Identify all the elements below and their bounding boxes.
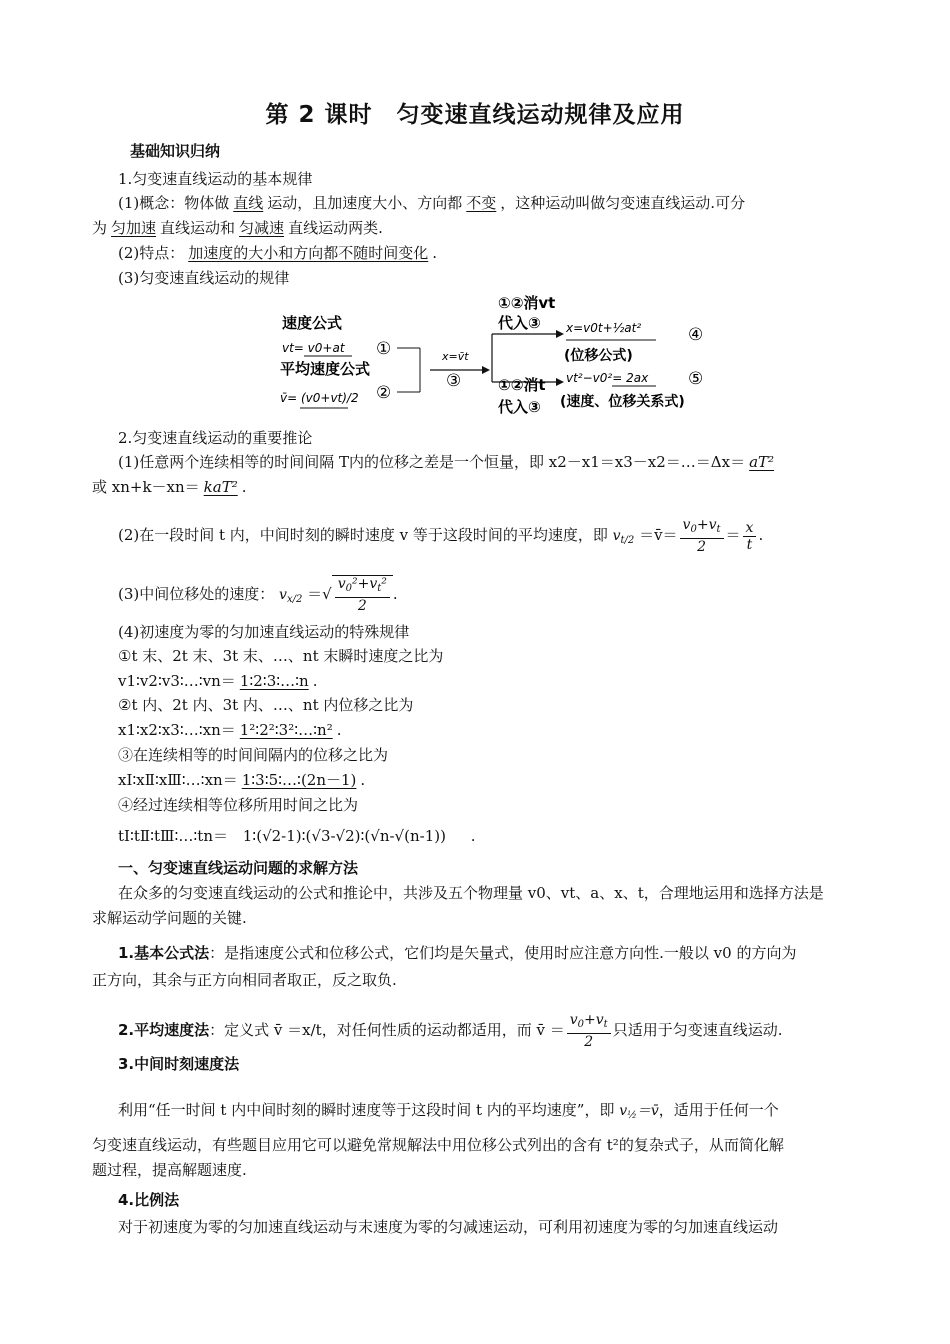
- text: .: [432, 244, 438, 262]
- circle-2: ②: [376, 383, 392, 403]
- sqrt-expression: $\frac{v_0^2+v_t^2}{2}$: [332, 575, 393, 614]
- s2-r4a: ④经过连续相等位移所用时间之比为: [118, 796, 359, 814]
- text: (1)概念：物体做: [118, 194, 230, 212]
- text: v1∶v2∶v3∶…∶vn＝: [118, 672, 236, 690]
- diagram-top-label-2: 代入③: [498, 314, 541, 332]
- s3-heading: 一、匀变速直线运动问题的求解方法: [118, 859, 359, 877]
- text: xⅠ∶xⅡ∶xⅢ∶…∶xn＝: [118, 771, 238, 789]
- circle-4: ④: [688, 325, 704, 345]
- blank-answer: 不变: [466, 194, 497, 212]
- ratio-expression: 1∶(√2-1)∶(√3-√2)∶(√n-√(n-1)): [242, 827, 446, 845]
- s3-intro-2: 求解运动学问题的关键.: [92, 909, 247, 927]
- blank-answer: 匀减速: [239, 219, 285, 237]
- text: ，这种运动叫做匀变速直线运动.可分: [500, 194, 746, 212]
- s1-feature-line: [118, 243, 437, 263]
- text: ：定义式 v̄ ＝x/t，对任何性质的运动都适用，而 v̄ ＝: [209, 1021, 565, 1039]
- s2-r3a: ③在连续相等的时间间隔内的位移之比为: [118, 746, 389, 764]
- text: 直线运动和: [160, 219, 236, 237]
- circle-1: ①: [376, 339, 392, 359]
- method1-title: 1.基本公式法: [118, 944, 210, 962]
- method4-title: [118, 1190, 179, 1210]
- s2-r1b: v1∶v2∶v3∶…∶vn＝ 1∶2∶3∶…∶n .: [118, 672, 318, 690]
- text: 利用“任一时间 t 内中间时刻的瞬时速度等于这段时间 t 内的平均速度”，即: [118, 1101, 615, 1119]
- diagram-bot-label-1: ①②消t: [498, 376, 546, 394]
- diagram-disp-name: (位移公式): [564, 348, 633, 364]
- diagram-rel-eq: vt²−v0²= 2ax: [566, 371, 649, 385]
- diagram-disp-eq: x=v0t+½at²: [566, 321, 642, 335]
- v-half-symbol: $v_{\frac{1}{2}}=v̄$: [619, 1103, 659, 1121]
- s2-p1: [118, 452, 778, 472]
- s3-method4-line1: 对于初速度为零的匀加速直线运动与末速度为零的匀减速运动，可利用初速度为零的匀加速直线运动: [118, 1218, 779, 1236]
- method4-title-text: 4.比例法: [118, 1191, 180, 1209]
- arrow-head: [556, 330, 564, 338]
- fraction-v0-vt: $\frac{v_0+v_t}{2}$: [567, 1012, 611, 1050]
- diagram-speed-formula: 速度公式: [282, 314, 343, 332]
- s2-r3b: xⅠ∶xⅡ∶xⅢ∶…∶xn＝ 1∶3∶5∶…∶(2n－1) .: [118, 771, 366, 789]
- text: ，适用于任何一个: [658, 1101, 779, 1119]
- text: (2)在一段时间 t 内，中间时刻的瞬时速度 v 等于这段时间的平均速度，即: [118, 526, 608, 544]
- equals-sign: ＝v̄＝: [639, 526, 678, 544]
- text: 只适用于匀变速直线运动.: [612, 1021, 783, 1039]
- section-basic-heading: 基础知识归纳: [130, 142, 221, 160]
- s2-r2b: x1∶x2∶x3∶…∶xn＝ 1²∶2²∶3²∶…∶n² .: [118, 721, 342, 739]
- arrow-head: [556, 378, 564, 386]
- s1-heading: 1.匀变速直线运动的基本规律: [118, 170, 313, 188]
- diagram-vt-eq: vt= v0+at: [282, 341, 345, 355]
- text: (1)任意两个连续相等的时间间隔 T内的位移之差是一个恒量，即 x2－x1＝x3－x2＝…＝Δx＝: [118, 453, 746, 471]
- method3-title-text: 3.中间时刻速度法: [118, 1055, 240, 1073]
- diagram-top-label-1: ①②消vt: [498, 294, 556, 312]
- text: x1∶x2∶x3∶…∶xn＝: [118, 721, 236, 739]
- blank-answer: 1²∶2²∶3²∶…∶n²: [239, 721, 333, 739]
- s3-method1-line1: [118, 943, 796, 963]
- text: tⅠ∶tⅡ∶tⅢ∶…∶tn＝: [118, 827, 228, 845]
- fraction-v0-vt: $\frac{v_0+v_t}{2}$: [680, 517, 724, 555]
- s3-intro-1: 在众多的匀变速直线运动的公式和推论中，共涉及五个物理量 v0、vt、a、x、t，合理地运用和选择方法是: [118, 884, 824, 902]
- text: .: [241, 478, 247, 496]
- s3-method2-line: [118, 1012, 782, 1050]
- s2-r4b: tⅠ∶tⅡ∶tⅢ∶…∶tn＝ 1∶(√2-1)∶(√3-√2)∶(√n-√(n-1)) .: [118, 827, 476, 845]
- s2-p1b: [92, 477, 247, 497]
- method2-title: 2.平均速度法: [118, 1021, 210, 1039]
- s2-heading: 2.匀变速直线运动的重要推论: [118, 429, 313, 447]
- blank-answer: 直线: [233, 194, 264, 212]
- s2-p2: (2)在一段时间 t 内，中间时刻的瞬时速度 v 等于这段时间的平均速度，即 $v_{t/2}$ ＝v̄＝ $\frac{v_0+v_t}{2}$ ＝ $\frac{x}{t}$ .: [118, 517, 764, 555]
- diagram-vbar-eq: v̄= (v0+vt)/2: [280, 391, 359, 405]
- text: 直线运动两类.: [288, 219, 383, 237]
- text: (2)特点：: [118, 244, 185, 262]
- v-half-t-symbol: $v_{t/2}$: [612, 528, 635, 546]
- s2-p4: (4)初速度为零的匀加速直线运动的特殊规律: [118, 623, 410, 641]
- circle-3: ③: [446, 371, 462, 391]
- s3-method1-line2: 正方向，其余与正方向相同者取正，反之取负.: [92, 971, 397, 989]
- text: (3)中间位移处的速度：: [118, 585, 275, 603]
- s1-rules-line: (3)匀变速直线运动的规律: [118, 269, 290, 287]
- s3-method3-line2: 匀变速直线运动，有些题目应用它可以避免常规解法中用位移公式列出的含有 t²的复杂式子，从而简化解: [92, 1136, 784, 1154]
- circle-5: ⑤: [688, 369, 704, 389]
- v-half-x-symbol: $v_{x/2}$: [279, 587, 303, 605]
- equals-sign: ＝: [725, 526, 741, 544]
- blank-answer: 1∶2∶3∶…∶n: [239, 672, 309, 690]
- diagram-rel-name: (速度、位移关系式): [560, 394, 685, 410]
- diagram-mid-eq: x=v̄t: [442, 350, 469, 363]
- s2-r1a: ①t 末、2t 末、3t 末、…、nt 末瞬时速度之比为: [118, 647, 444, 665]
- s2-p3: (3)中间位移处的速度： $v_{x/2}$ ＝√ $\frac{v_0^2+v_t^2}{2}$ .: [118, 576, 398, 614]
- s1-concept-line: [118, 193, 745, 213]
- diagram-bot-label-2: 代入③: [498, 398, 541, 416]
- s1-concept-line-2: [92, 218, 383, 238]
- blank-answer: 加速度的大小和方向都不随时间变化: [188, 244, 429, 262]
- blank-answer: kaT²: [203, 478, 238, 496]
- text: 或 xn+k－xn＝: [92, 478, 200, 496]
- page-title: 第 2 课时 匀变速直线运动规律及应用: [265, 102, 685, 128]
- fraction-x-t: $\frac{x}{t}$: [743, 520, 757, 553]
- s2-r2a: ②t 内、2t 内、3t 内、…、nt 内位移之比为: [118, 696, 414, 714]
- blank-answer: 匀加速: [111, 219, 157, 237]
- text: 为: [92, 219, 108, 237]
- blank-answer: 1∶3∶5∶…∶(2n－1): [241, 771, 357, 789]
- diagram-avg-speed: 平均速度公式: [280, 360, 371, 378]
- blank-answer: aT²: [749, 453, 775, 471]
- s3-method3-line1: [118, 1097, 779, 1129]
- arrow-head: [482, 366, 490, 374]
- kinematics-diagram: [270, 290, 720, 420]
- text: ：是指速度公式和位移公式，它们均是矢量式，使用时应注意方向性.一般以 v0 的方向为: [209, 944, 797, 962]
- text: 运动，且加速度大小、方向都: [267, 194, 463, 212]
- s3-method3-line3: 题过程，提高解题速度.: [92, 1161, 247, 1179]
- method3-title: [118, 1054, 239, 1074]
